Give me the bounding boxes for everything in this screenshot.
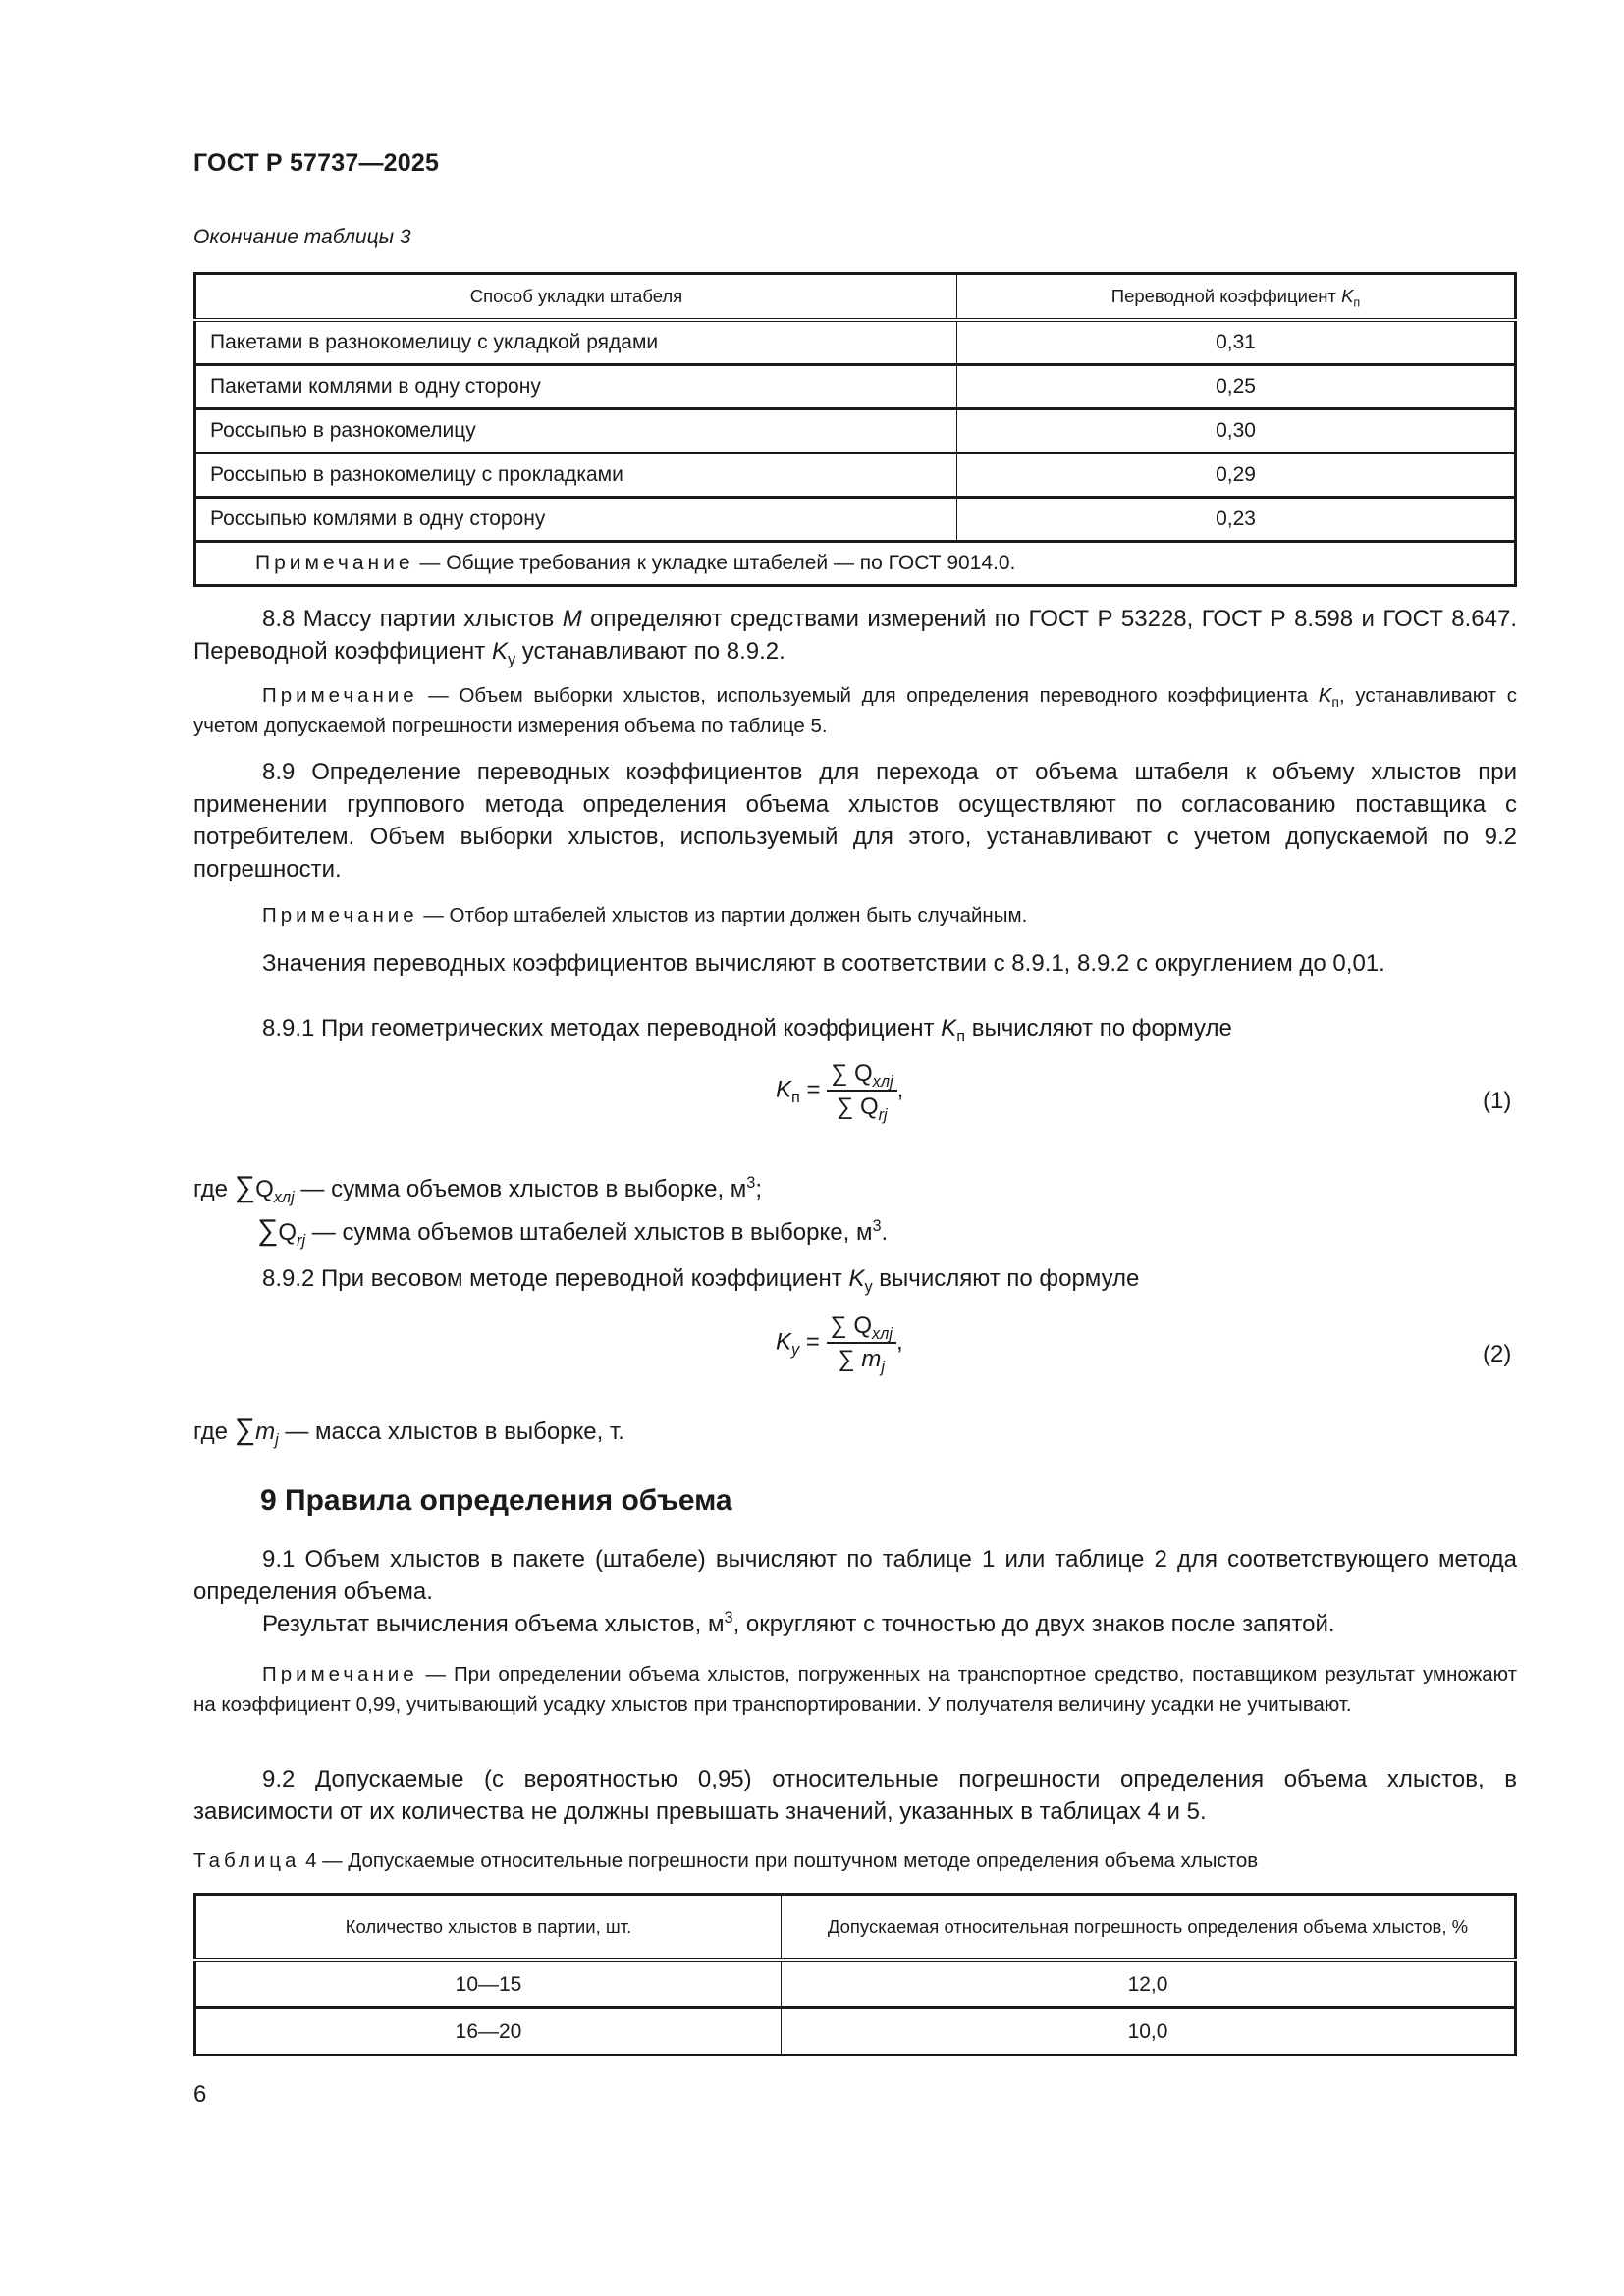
formula-1: $K_п$ = $\frac{\sum Q_{хлj}}{\sum Q_{rj}}$ , (776, 1060, 904, 1124)
paragraph-8-9-1: 8.9.1 При геометрических методах переводной коэффициент $K_п$ вычисляют по формуле (262, 1015, 1232, 1045)
paragraph-8-9: 8.9 Определение переводных коэффициентов для перехода от объема штабеля к объему хлыстов при применении группового метода определения объема хлыстов осуществляют по согласованию поставщика с потребителем. Объем выборки хлыстов, используемый для этого, устанавливают с учетом допускаемой по 9.2 погрешности. (193, 759, 1517, 882)
page-number: 6 (193, 2081, 207, 2108)
equation-number-1: (1) (1483, 1088, 1512, 1114)
equation-number-2: (2) (1483, 1341, 1512, 1367)
table-row (195, 2008, 1516, 2056)
cell-error: 12,0 (782, 1960, 1516, 2008)
cell-method: Россыпью комлями в одну сторону (195, 498, 957, 542)
paragraph-8-9-2: 8.9.2 При весовом методе переводной коэффициент $K_у$ вычисляют по формуле (262, 1265, 1140, 1296)
paragraph-9-2: 9.2 Допускаемые (с вероятностью 0,95) относительные погрешности определения объема хлыстов, в зависимости от их количества не должны превышать значений, указанных в таблицах 4 и 5. (193, 1766, 1517, 1825)
document-id: ГОСТ Р 57737—2025 (193, 149, 440, 177)
fraction: $\frac{\sum Q_{хлj}}{\sum m_j}$ (827, 1312, 896, 1373)
column-header-method: Способ укладки штабеля (195, 274, 957, 321)
section-heading: 9 Правила определения объема (260, 1484, 732, 1517)
table-header-row (195, 1895, 1516, 1961)
cell-coefficient: 0,30 (957, 409, 1516, 454)
cell-method: Пакетами комлями в одну сторону (195, 365, 957, 409)
cell-coefficient: 0,29 (957, 454, 1516, 498)
table-row (195, 409, 1516, 454)
paragraph-values: Значения переводных коэффициентов вычисляют в соответствии с 8.9.1, 8.9.2 с округлением до 0,01. (262, 950, 1385, 977)
table-row (195, 365, 1516, 409)
cell-coefficient: 0,25 (957, 365, 1516, 409)
fraction: $\frac{\sum Q_{хлj}}{\sum Q_{rj}}$ (827, 1060, 896, 1121)
formula-2: $K_у$ = $\frac{\sum Q_{хлj}}{\sum m_j}$ , (776, 1312, 903, 1376)
where-item-2: $\sum Q_{rj}$ — сумма объемов штабелей хлыстов в выборке, $м^3$. (257, 1214, 889, 1250)
table-3 (193, 272, 1517, 587)
table-row (195, 1960, 1516, 2008)
table-continuation-caption: Окончание таблицы 3 (193, 226, 411, 248)
table-note-row (195, 542, 1516, 586)
table-note: Примечание — Общие требования к укладке штабелей — по ГОСТ 9014.0. (195, 542, 1516, 586)
paragraph-9-1: 9.1 Объем хлыстов в пакете (штабеле) вычисляют по таблице 1 или таблице 2 для соответствующего метода определения объема. (193, 1546, 1517, 1605)
paragraph-8-8: 8.8 Массу партии хлыстов M определяют средствами измерений по ГОСТ Р 53228, ГОСТ Р 8.598 и ГОСТ 8.647. Переводной коэффициент $K_у$ устанавливают по 8.9.2. (193, 606, 1518, 668)
table-4-caption: Таблица 4 — Допускаемые относительные погрешности при поштучном методе определения объема хлыстов (193, 1849, 1259, 1872)
note-9-1: Примечание — При определении объема хлыстов, погруженных на транспортное средство, поставщиком результат умножают на коэффициент 0,99, учитывающий усадку хлыстов при транспортировании. У получателя величину усадки не учитывают. (193, 1663, 1517, 1716)
cell-count: 10—15 (195, 1960, 782, 2008)
table-row (195, 454, 1516, 498)
where-item-1: где $\sum Q_{хлj}$ — сумма объемов хлыстов в выборке, $м^3$; (193, 1171, 763, 1206)
paragraph-result: Результат вычисления объема хлыстов, $м^3$, округляют с точностью до двух знаков после запятой. (262, 1609, 1335, 1637)
cell-method: Россыпью в разнокомелицу (195, 409, 957, 454)
note-8-8: Примечание — Объем выборки хлыстов, используемый для определения переводного коэффициента $K_п$, устанавливают с учетом допускаемой погрешности измерения объема по таблице 5. (193, 684, 1517, 737)
table-4 (193, 1893, 1517, 2056)
cell-coefficient: 0,31 (957, 320, 1516, 365)
column-header-error: Допускаемая относительная погрешность определения объема хлыстов, % (782, 1895, 1516, 1961)
table-header-row (195, 274, 1516, 321)
cell-count: 16—20 (195, 2008, 782, 2056)
note-8-9: Примечание — Отбор штабелей хлыстов из партии должен быть случайным. (262, 904, 1028, 927)
column-header-coefficient: Переводной коэффициент $K_п$ (957, 274, 1516, 321)
cell-error: 10,0 (782, 2008, 1516, 2056)
cell-coefficient: 0,23 (957, 498, 1516, 542)
table-row (195, 320, 1516, 365)
table-row (195, 498, 1516, 542)
where-item-mass: где $\sum m_j$ — масса хлыстов в выборке, т. (193, 1414, 624, 1449)
cell-method: Пакетами в разнокомелицу с укладкой рядами (195, 320, 957, 365)
cell-method: Россыпью в разнокомелицу с прокладками (195, 454, 957, 498)
column-header-count: Количество хлыстов в партии, шт. (195, 1895, 782, 1961)
